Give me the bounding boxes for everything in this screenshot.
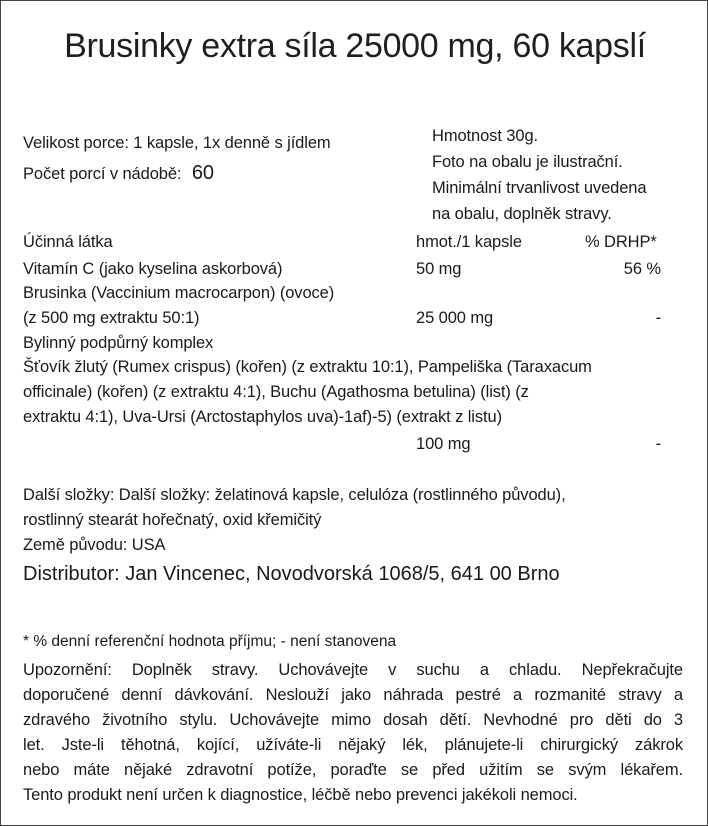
country-of-origin: Země původu: USA [23, 536, 166, 554]
other-ingredients-2: rostlinný stearát hořečnatý, oxid křemičitý [23, 511, 322, 529]
row-herbal-complex-rhp: - [655, 435, 661, 453]
warning-line: Tento produkt není určen k diagnostice, léčbě nebo prevenci jakékoli nemoci. [23, 786, 578, 804]
servings-value: 60 [191, 162, 214, 184]
product-title: Brusinky extra síla 25000 mg, 60 kapslí [64, 27, 646, 65]
row-vitamin-c-name: Vitamín C (jako kyselina askorbová) [23, 260, 283, 278]
warning-line: let. Jste-li těhotná, kojící, užíváte-li nějaký lék, plánujete-li chirurgický zákrok [23, 736, 683, 754]
row-vitamin-c-amount: 50 mg [416, 260, 462, 278]
row-herbal-complex-amount: 100 mg [416, 435, 471, 453]
other-ingredients: Další složky: Další složky: želatinová kapsle, celulóza (rostlinného původu), [23, 486, 566, 504]
header-rhp: % DRHP* [585, 233, 657, 251]
servings-label: Počet porcí v nádobě: [23, 165, 182, 183]
distributor: Distributor: Jan Vincenec, Novodvorská 1068/5, 641 00 Brno [23, 563, 560, 585]
row-herbal-complex-line: Bylinný podpůrný komplex [23, 334, 214, 352]
warning-line: Upozornění: Doplněk stravy. Uchovávejte v suchu a chladu. Nepřekračujte [23, 661, 683, 679]
row-cranberry-rhp: - [655, 309, 661, 327]
header-substance: Účinná látka [23, 233, 113, 251]
warning-line: doporučené denní dávkování. Neslouží jako náhrada pestré a rozmanité stravy a [23, 686, 683, 704]
footnote: * % denní referenční hodnota příjmu; - není stanovena [23, 633, 397, 650]
row-vitamin-c-rhp: 56 % [623, 260, 661, 278]
side-note-line: Hmotnost 30g. [432, 127, 539, 145]
side-note-line: na obalu, doplněk stravy. [432, 205, 612, 223]
serving-size: Velikost porce: 1 kapsle, 1x denně s jídlem [23, 134, 331, 152]
servings-per-container [23, 162, 214, 185]
row-cranberry-name-2: (z 500 mg extraktu 50:1) [23, 309, 200, 327]
side-note-line: Foto na obalu je ilustrační. [432, 153, 623, 171]
warning-line: zdravého životního stylu. Uchovávejte mimo dosah dětí. Nevhodné pro děti do 3 [23, 711, 683, 729]
row-herbal-complex-line: Šťovík žlutý (Rumex crispus) (kořen) (z extraktu 10:1), Pampeliška (Taraxacum [23, 358, 592, 376]
row-herbal-complex-line: extraktu 4:1), Uva-Ursi (Arctostaphylos uva)-1af)-5) (extrakt z listu) [23, 408, 502, 426]
warning-text [23, 658, 683, 808]
row-cranberry-amount: 25 000 mg [416, 309, 494, 327]
row-herbal-complex-line: officinale) (kořen) (z extraktu 4:1), Buchu (Agathosma betulina) (list) (z [23, 383, 529, 401]
row-cranberry-name: Brusinka (Vaccinium macrocarpon) (ovoce) [23, 284, 335, 302]
warning-line: nebo máte nějaké zdravotní potíže, poraďte se před užitím se svým lékařem. [23, 761, 683, 779]
header-amount: hmot./1 kapsle [416, 233, 522, 251]
side-note-line: Minimální trvanlivost uvedena [432, 179, 647, 197]
